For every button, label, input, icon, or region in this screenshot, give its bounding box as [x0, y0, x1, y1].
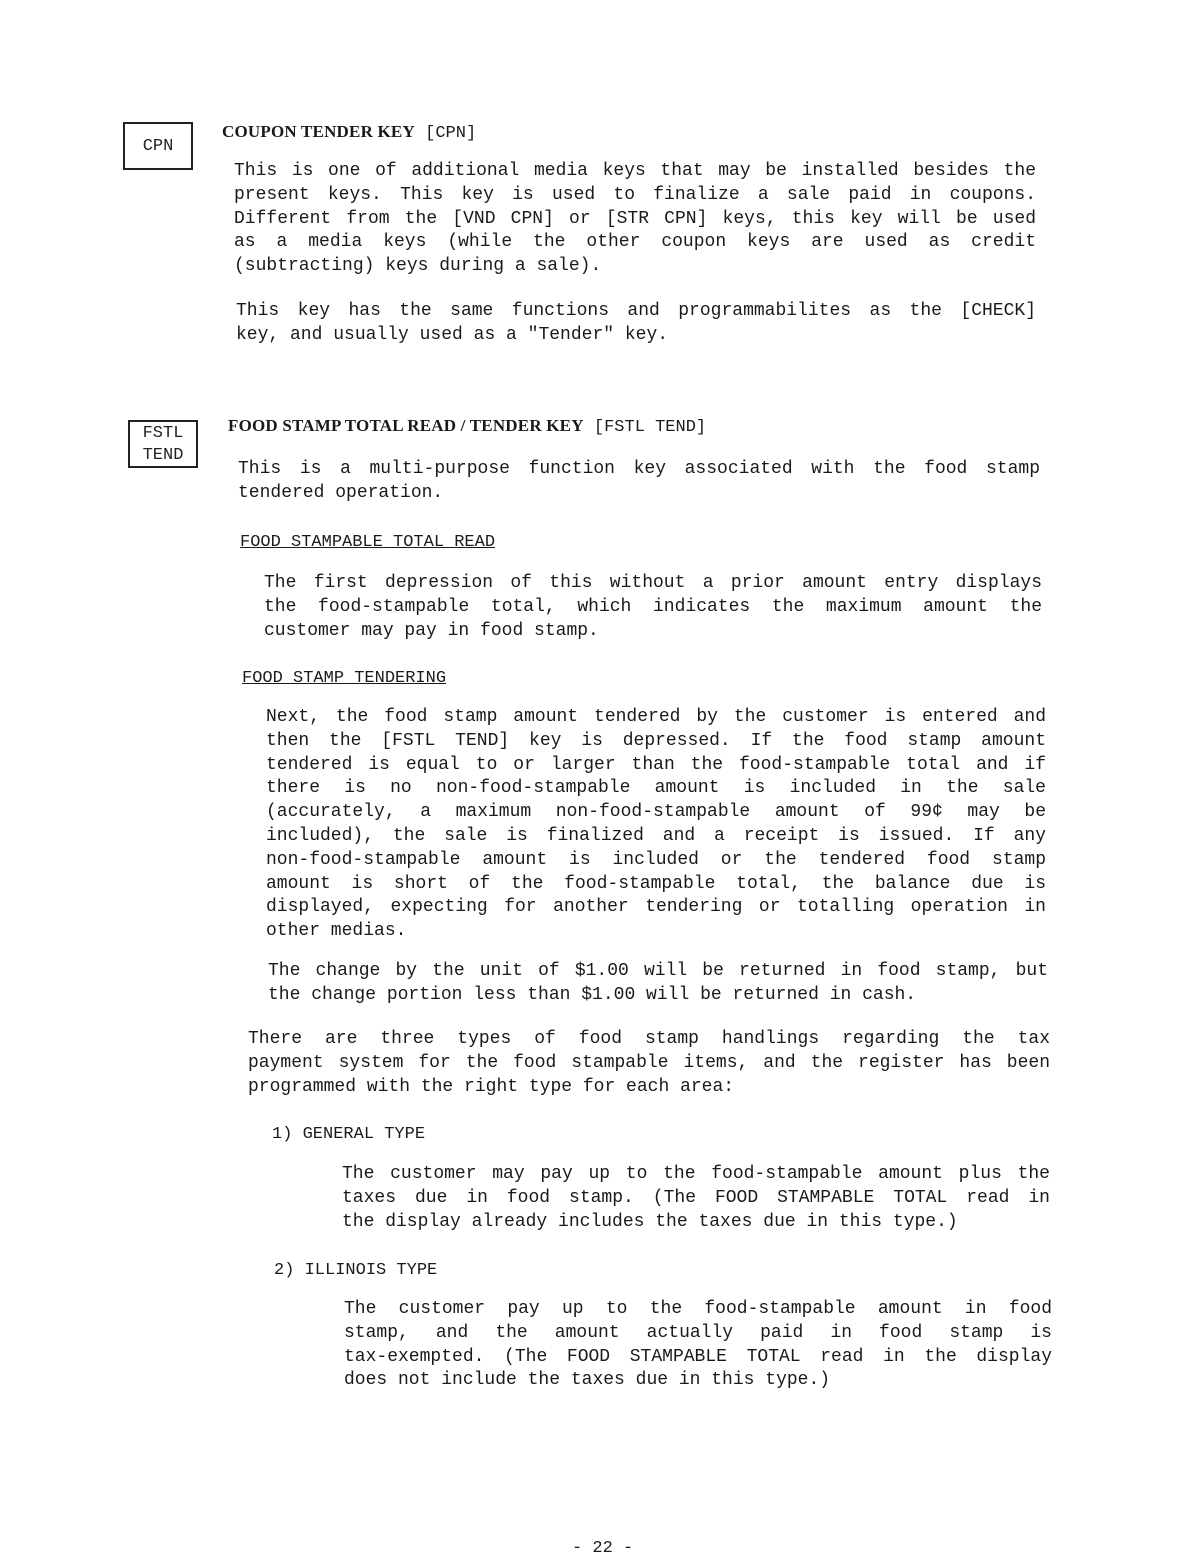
cpn-heading: [222, 121, 476, 145]
food-stampable-total-read-heading: FOOD STAMPABLE TOTAL READ: [240, 533, 496, 552]
food-stamp-tendering-paragraph-1: Next, the food stamp amount tendered by the customer is entered and then the [FSTL TEND] key is depressed. If the food stamp amount tendered is equal to or larger than the food-stampable total and if there is no non-food-stampable amount is included in the sale (accurately, a maximum non-food-stampable amount of 99¢ may be included), the sale is finalized and a receipt is issued. If any non-food-stampable amount is included or the tendered food stamp amount is short of the food-stampable total, the balance due is displayed, expecting for another tendering or totalling operation in other medias.: [266, 707, 1046, 942]
fstl-key-label-line1: FSTL: [142, 424, 184, 443]
fstl-tend-key-box: [128, 420, 198, 468]
cpn-paragraph-2: This key has the same functions and programmabilites as the [CHECK] key, and usually used as a "Tender" key.: [236, 301, 1036, 345]
cpn-heading-bold: COUPON TENDER KEY: [222, 122, 415, 141]
cpn-key-label: CPN: [142, 137, 174, 156]
tax-types-intro-paragraph: There are three types of food stamp handlings regarding the tax payment system for the food stampable items, and the register has been programmed with the right type for each area:: [248, 1029, 1050, 1097]
cpn-heading-code: [CPN]: [425, 124, 477, 143]
illinois-type-label: 2) ILLINOIS TYPE: [274, 1261, 438, 1280]
page-number: - 22 -: [572, 1539, 634, 1558]
fstl-heading-bold: FOOD STAMP TOTAL READ / TENDER KEY: [228, 416, 584, 435]
illinois-type-paragraph: The customer pay up to the food-stampable amount in food stamp, and the amount actually paid in food stamp is tax-exempted. (The FOOD STAMPABLE TOTAL read in the display does not include the taxes due in this type.): [344, 1299, 1052, 1391]
fstl-heading-code: [FSTL TEND]: [593, 418, 707, 437]
cpn-paragraph-1: This is one of additional media keys that may be installed besides the present keys. This key is used to finalize a sale paid in coupons. Different from the [VND CPN] or [STR CPN] keys, this key will be used as a media keys (while the other coupon keys are used as credit (subtracting) keys during a sale).: [234, 161, 1036, 277]
cpn-key-box: [123, 122, 193, 170]
fstl-heading: [228, 415, 706, 439]
general-type-paragraph: The customer may pay up to the food-stampable amount plus the taxes due in food stamp. (The FOOD STAMPABLE TOTAL read in the display already includes the taxes due in this type.): [342, 1164, 1050, 1232]
food-stamp-tendering-paragraph-2: The change by the unit of $1.00 will be returned in food stamp, but the change portion less than $1.00 will be returned in cash.: [268, 961, 1048, 1005]
food-stampable-total-read-paragraph: The first depression of this without a prior amount entry displays the food-stampable total, which indicates the maximum amount the customer may pay in food stamp.: [264, 573, 1042, 641]
fstl-intro-paragraph: This is a multi-purpose function key associated with the food stamp tendered operation.: [238, 459, 1040, 503]
general-type-label: 1) GENERAL TYPE: [272, 1125, 426, 1144]
food-stamp-tendering-heading: FOOD STAMP TENDERING: [242, 669, 447, 688]
fstl-key-label-line2: TEND: [142, 446, 184, 465]
